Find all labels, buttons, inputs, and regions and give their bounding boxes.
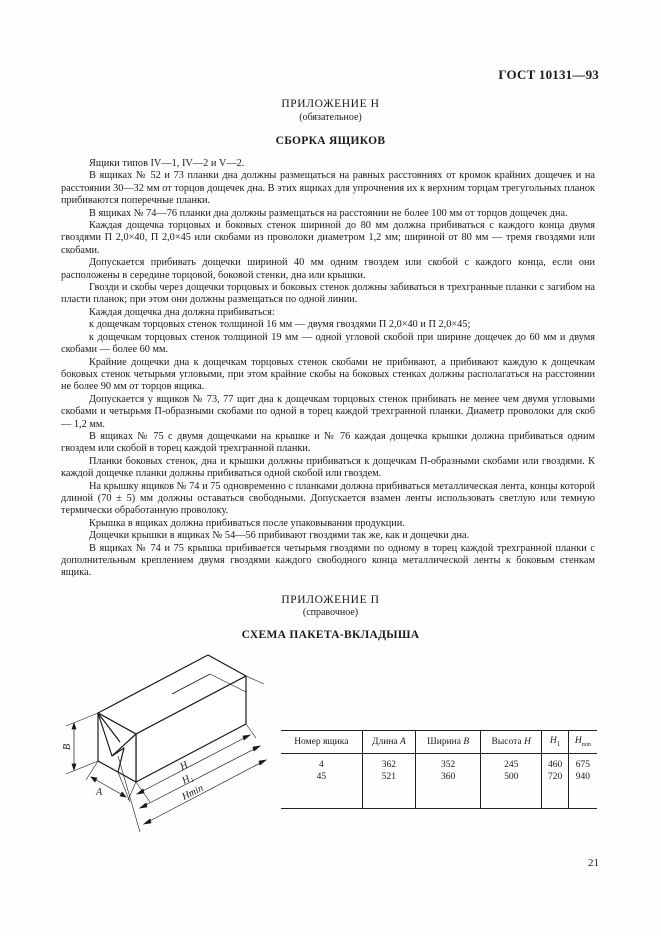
col-header: $Н_1$	[542, 731, 569, 754]
table-row-spacer	[281, 786, 597, 809]
appendix-n-status: (обязательное)	[299, 112, 362, 123]
table-header-row	[281, 731, 597, 754]
label-h1: Н₁	[180, 772, 195, 787]
col-header: Ширина В	[416, 731, 481, 754]
appendix-n-heading: СБОРКА ЯЩИКОВ	[275, 135, 386, 147]
appendix-p-status: (справочное)	[302, 607, 359, 618]
paragraph: Крышка в ящиках должна прибиваться после упаковывания продукции.	[89, 517, 405, 529]
table-row: 4 362 352 245 460 675	[281, 754, 597, 772]
paragraph: Планки боковых стенок, дна и крышки должны прибиваться к дощечкам П-образными скобами или гвоздями. К каждой дощечке планки должны прибиваться одной скобой или гвоздем.	[61, 455, 595, 480]
label-h: Н	[178, 759, 190, 773]
appendix-p-heading: СХЕМА ПАКЕТА-ВКЛАДЫША	[241, 629, 420, 641]
table-row: 45 521 360 500 720 940	[281, 771, 597, 786]
appendix-p-title: ПРИЛОЖЕНИЕ П	[281, 594, 380, 606]
paragraph: В ящиках № 75 с двумя дощечками на крышке и № 76 каждая дощечка крышки должна прибиваться одним гвоздем или скобой в торец каждой трехгранной планки.	[61, 430, 595, 455]
paragraph: Каждая дощечка дна должна прибиваться:	[89, 306, 275, 318]
paragraph: Гвозди и скобы через дощечки торцовых и боковых стенок должны забиваться в трехгранные планки с загибом на пласти планок; при этом они должны размещаться по одной линии.	[61, 282, 595, 306]
col-header: Номер ящика	[281, 731, 362, 754]
label-b: В	[62, 743, 73, 750]
page-number: 21	[588, 857, 599, 869]
paragraph: В ящиках № 74 и 75 крышка прибивается четырьмя гвоздями по одному в торец каждой трехгранной планки с дополнительным креплением двумя гвоздями каждого свободного конца металлической ленты к боковым стенкам ящика.	[61, 542, 595, 579]
paragraph: к дощечкам торцовых стенок толщиной 16 мм — двумя гвоздями П 2,0×40 и П 2,0×45;	[89, 319, 471, 331]
paragraph: Крайние дощечки дна к дощечкам торцовых стенок скобами не прибивают, а прибивают каждую к дощечкам боковых стенок четырьмя угловыми, при этом крайние скобы на боковых стенках должны располагаться на расстоянии не более 90 мм от торцов ящика.	[61, 356, 595, 393]
appendix-n-title: ПРИЛОЖЕНИЕ Н	[281, 98, 380, 110]
paragraph: Допускается у ящиков № 73, 77 щит дна к дощечкам торцовых стенок прибивать не менее чем двумя угловыми скобами и четырьмя П-образными скобами по одной в торец каждой трехгранной планки. Диаметр проволоки для скоб — 1,2 мм.	[61, 393, 595, 430]
col-header: Длина А	[362, 731, 416, 754]
paragraph: Каждая дощечка торцовых и боковых стенок шириной до 80 мм должна прибиваться с каждого конца двумя гвоздями П 2,0×40, П 2,0×45 или скобами из проволоки диаметром 1,2 мм; шириной от 80 мм — тремя гвоздями или скобами.	[61, 220, 595, 256]
dimensions-table	[281, 730, 597, 809]
label-hmin: Нmin	[180, 782, 206, 803]
doc-code: ГОСТ 10131—93	[498, 67, 599, 82]
paragraph: Ящики типов IV—1, IV—2 и V—2.	[89, 158, 245, 169]
paragraph: В ящиках № 74—76 планки дна должны размещаться на расстоянии не более 100 мм от торцов дощечек дна.	[89, 207, 568, 219]
col-header: $Н_{min}$	[568, 731, 597, 754]
paragraph: На крышку ящиков № 74 и 75 одновременно с планками должна прибиваться металлическая лента, концы которой длиной (70 ± 5) мм должны оставаться свободными. Допускается взамен ленты использовать светлую или темную термически обработанную проволоку.	[61, 480, 595, 517]
paragraph: Допускается прибивать дощечки шириной 40 мм одним гвоздем или скобой с каждого конца, если они расположены в середине торцовой, боковой стенки, дна или крышки.	[61, 257, 595, 281]
paragraph: В ящиках № 52 и 73 планки дна должны размещаться на равных расстояниях от кромок крайних дощечек и на расстоянии 30—32 мм от торцов дощечек дна. В этих ящиках для упрочнения их к верхним торцам трегугольных планок прибиваются поперечные планки.	[61, 170, 595, 207]
col-header: Высота Н	[481, 731, 542, 754]
paragraph: к дощечкам торцовых стенок толщиной 19 мм — одной угловой скобой при ширине дощечек до 60 мм и двумя скобами — более 60 мм.	[61, 331, 595, 356]
assembly-text	[61, 158, 595, 580]
package-insert-diagram	[60, 652, 275, 847]
label-a: А	[96, 787, 103, 798]
paragraph: Дощечки крышки в ящиках № 54—56 прибивают гвоздями так же, как и дощечки дна.	[89, 530, 470, 542]
